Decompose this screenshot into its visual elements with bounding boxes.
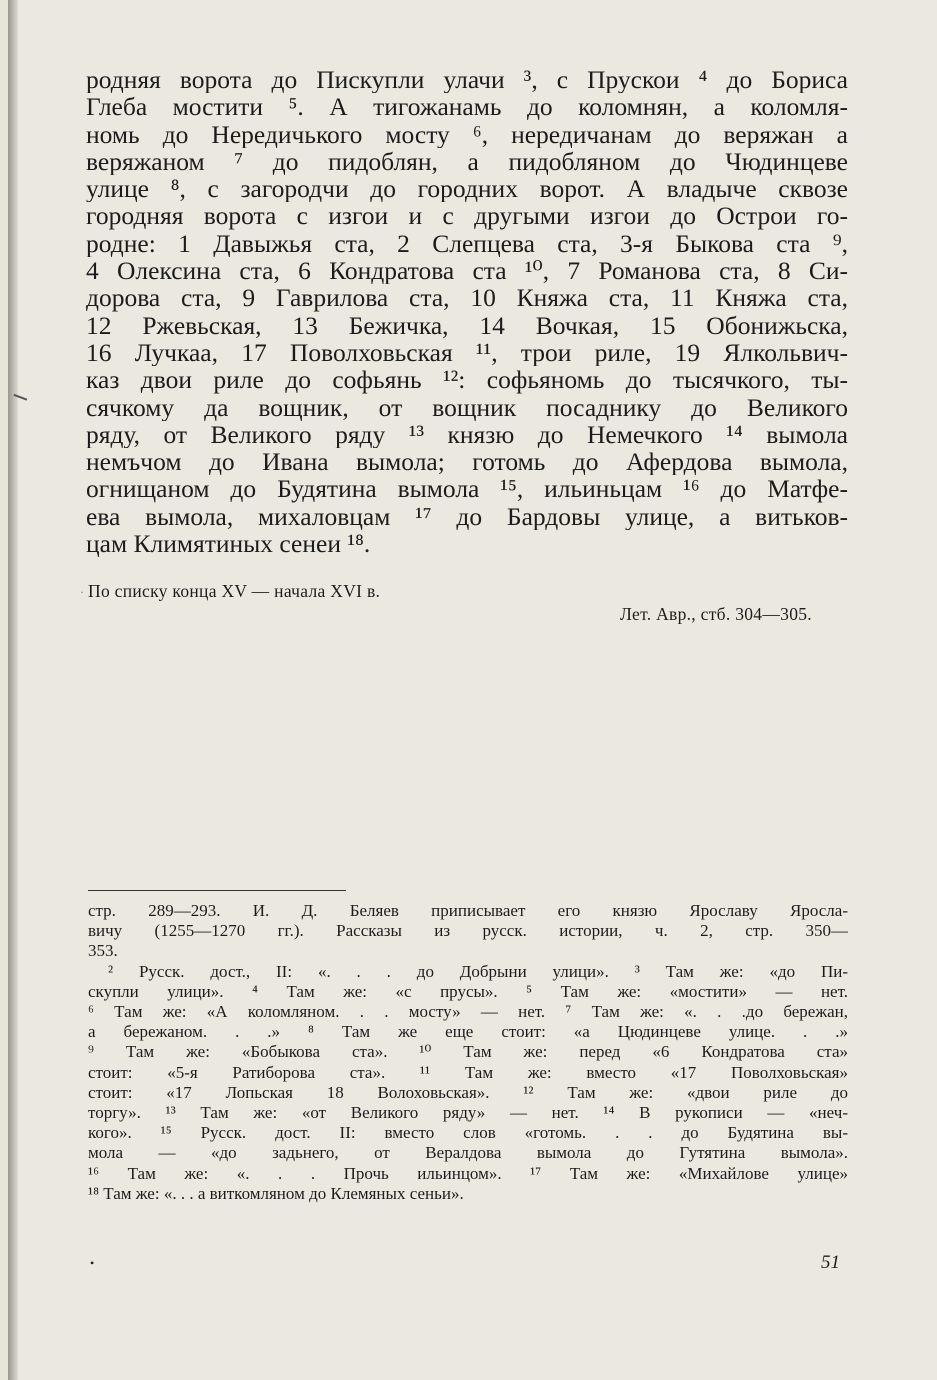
text-line: веряжаном ⁷ до пидоблян, а пидобляном до Чюдинцеве bbox=[86, 147, 848, 176]
main-text-block bbox=[86, 66, 848, 557]
text-line: цам Климятиных сенеи ¹⁸. bbox=[86, 530, 371, 558]
text-line: номь до Нередичького мосту ⁶, нередичанам до веряжан а bbox=[86, 120, 848, 148]
footnote-line: кого». ¹⁵ Русск. дост. II: вместо слов «готомь. . . до Будятина вы- bbox=[88, 1123, 848, 1143]
footnote-line: а бережаном. . .» ⁸ Там же еще стоит: «а Цюдинцеве улице. . .» bbox=[88, 1022, 848, 1042]
text-line: немъчом до Ивана вымола; готомь до Афердова вымола, bbox=[86, 448, 848, 476]
text-line: огнищаном до Будятина вымола ¹⁵, ильиньцам ¹⁶ до Матфе- bbox=[86, 475, 848, 503]
footnote-line: стоит: «17 Лопьская 18 Волоховьская». ¹² Там же: «двои риле до bbox=[88, 1082, 848, 1102]
footnote-divider bbox=[88, 890, 346, 891]
book-page bbox=[8, 0, 937, 1380]
footnote-line: 353. bbox=[88, 941, 118, 961]
footnote-line: скупли улици». ⁴ Там же: «с прусы». ⁵ Там же: «мостити» — нет. bbox=[88, 981, 848, 1001]
footnote-line: стоит: «5-я Ратиборова ста». ¹¹ Там же: вместо «17 Поволховьская» bbox=[88, 1062, 848, 1082]
text-line: 12 Ржевьская, 13 Бежичка, 14 Вочкая, 15 Обонижьска, bbox=[86, 311, 848, 339]
text-line: 16 Лучкаа, 17 Поволховьская ¹¹, трои риле, 19 Ялкольвич- bbox=[86, 338, 848, 367]
bullet-mark: · bbox=[80, 585, 84, 599]
corner-dot: • bbox=[90, 1256, 95, 1270]
text-line: дорова ста, 9 Гаврилова ста, 10 Княжа ста, 11 Княжа ста, bbox=[86, 284, 848, 312]
footnote-line: ¹⁶ Там же: «. . . Прочь ильинцом». ¹⁷ Там же: «Михайлове улице» bbox=[88, 1163, 848, 1183]
footnotes-block bbox=[88, 901, 848, 1204]
footnote-line: ² Русск. дост., II: «. . . до Добрыни улици». ³ Там же: «до Пи- bbox=[108, 961, 848, 981]
text-line: родняя ворота до Пискупли улачи ³, с Прускои ⁴ до Бориса bbox=[86, 66, 848, 94]
source-note: По списку конца XV — начала XVI в. bbox=[88, 581, 381, 601]
footnote-line: стр. 289—293. И. Д. Беляев приписывает его князю Ярославу Яросла- bbox=[88, 901, 848, 920]
citation: Лет. Авр., стб. 304—305. bbox=[619, 604, 812, 624]
footnote-line: торгу». ¹³ Там же: «от Великого ряду» — нет. ¹⁴ В рукописи — «неч- bbox=[88, 1103, 848, 1123]
footnote-line: ¹⁸ Там же: «. . . а виткомляном до Клемяных сеньи». bbox=[88, 1183, 464, 1203]
footnote-line: мола — «до задьнего, от Вералдова вымола до Гутятина вымола». bbox=[88, 1143, 848, 1163]
text-line: каз двои риле до софьянь ¹²: софьяномь до тысячкого, ты- bbox=[86, 366, 848, 394]
text-line: улице ⁸, с загородчи до городних ворот. А владыче сквозе bbox=[86, 175, 848, 203]
footnote-line: ⁹ Там же: «Бобыкова ста». ¹⁰ Там же: перед «6 Кондратова ста» bbox=[88, 1042, 848, 1062]
page-gutter-shadow bbox=[8, 0, 18, 1380]
text-line: ряду, от Великого ряду ¹³ князю до Немечкого ¹⁴ вымола bbox=[86, 420, 848, 449]
text-line: сячкому да вощник, от вощник посаднику до Великого bbox=[86, 393, 848, 421]
footnote-line: вичу (1255—1270 гг.). Рассказы из русск. истории, ч. 2, стр. 350— bbox=[88, 921, 848, 941]
page-number: 51 bbox=[821, 1252, 840, 1273]
text-line: городняя ворота с изгои и с другыми изгои до Острои го- bbox=[86, 202, 848, 230]
text-line: ева вымола, михаловцам ¹⁷ до Бардовы улице, а витьков- bbox=[86, 502, 848, 531]
text-line: Глеба мостити ⁵. А тигожанамь до коломнян, а коломля- bbox=[86, 93, 848, 121]
text-line: родне: 1 Давыжья ста, 2 Слепцева ста, 3-я Быкова ста ⁹, bbox=[86, 229, 848, 258]
footnote-line: ⁶ Там же: «А коломляном. . . мосту» — нет. ⁷ Там же: «. . .до бережан, bbox=[88, 1002, 848, 1022]
text-line: 4 Олексина ста, 6 Кондратова ста ¹⁰, 7 Романова ста, 8 Си- bbox=[86, 257, 848, 285]
